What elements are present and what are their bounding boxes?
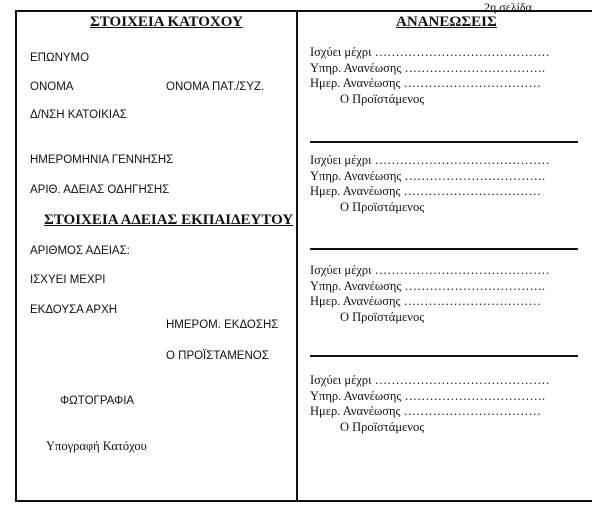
issuing-authority-label: ΕΚΔΟΥΣΑ ΑΡΧΗ — [30, 304, 118, 316]
parent-spouse-name-label: ΟΝΟΜΑ ΠΑΤ./ΣΥΖ. — [166, 81, 265, 93]
photo-label: ΦΩΤΟΓΡΑΦΙΑ — [60, 395, 135, 407]
renewal-block — [310, 263, 580, 325]
renewal-block — [310, 45, 580, 107]
permit-number-label: ΑΡΙΘΜΟΣ ΑΔΕΙΑΣ: — [30, 245, 130, 257]
renewal-director: Ο Προϊστάμενος — [340, 199, 425, 214]
director-label: Ο ΠΡΟΪΣΤΑΜΕΝΟΣ — [166, 350, 269, 362]
column-divider — [296, 10, 298, 502]
page-label: 2η σελίδα — [484, 0, 532, 14]
name-label: ΟΝΟΜΑ — [30, 81, 74, 93]
renewal-service: Υπηρ. Ανανέωσης ……………………………. — [310, 388, 546, 403]
address-label: Δ/ΝΣΗ ΚΑΤΟΙΚΙΑΣ — [30, 109, 127, 121]
renewal-separator — [310, 248, 578, 250]
license-number-label: ΑΡΙΘ. ΑΔΕΙΑΣ ΟΔΗΓΗΣΗΣ — [30, 184, 170, 196]
renewal-valid-until: Ισχύει μέχρι …………………………………… — [310, 263, 550, 277]
renewal-date: Ημερ. Ανανέωσης …………………………… — [310, 404, 542, 418]
instructor-section-title: ΣΤΟΙΧΕΙΑ ΑΔΕΙΑΣ ΕΚΠΑΙΔΕΥΤΟΥ — [44, 212, 294, 228]
renewal-separator — [310, 355, 578, 357]
renewal-director: Ο Προϊστάμενος — [340, 419, 425, 434]
renewal-block — [310, 373, 580, 435]
renewal-block — [310, 153, 580, 215]
renewal-service: Υπηρ. Ανανέωσης ……………………………. — [310, 60, 546, 75]
renewal-director: Ο Προϊστάμενος — [340, 91, 425, 106]
renewals-title: ΑΝΑΝΕΩΣΕΙΣ — [396, 14, 497, 30]
surname-label: ΕΠΩΝΥΜΟ — [30, 52, 90, 64]
valid-until-label: ΙΣΧΥΕΙ ΜΕΧΡΙ — [30, 274, 106, 286]
holder-signature-label: Υπογραφή Κατόχου — [46, 439, 147, 453]
renewal-date: Ημερ. Ανανέωσης …………………………… — [310, 184, 542, 198]
birth-date-label: ΗΜΕΡΟΜΗΝΙΑ ΓΕΝΝΗΣΗΣ — [30, 154, 174, 166]
renewal-service: Υπηρ. Ανανέωσης ……………………………. — [310, 278, 546, 293]
renewal-valid-until: Ισχύει μέχρι …………………………………… — [310, 153, 550, 167]
holder-section-title: ΣΤΟΙΧΕΙΑ ΚΑΤΟΧΟΥ — [90, 14, 243, 30]
issue-date-label: ΗΜΕΡΟΜ. ΕΚΔΟΣΗΣ — [166, 319, 279, 331]
renewal-valid-until: Ισχύει μέχρι …………………………………… — [310, 373, 550, 387]
renewal-director: Ο Προϊστάμενος — [340, 309, 425, 324]
renewal-valid-until: Ισχύει μέχρι …………………………………… — [310, 45, 550, 59]
renewal-date: Ημερ. Ανανέωσης …………………………… — [310, 76, 542, 90]
renewal-date: Ημερ. Ανανέωσης …………………………… — [310, 294, 542, 308]
renewal-separator — [310, 141, 578, 143]
renewal-service: Υπηρ. Ανανέωσης ……………………………. — [310, 168, 546, 183]
